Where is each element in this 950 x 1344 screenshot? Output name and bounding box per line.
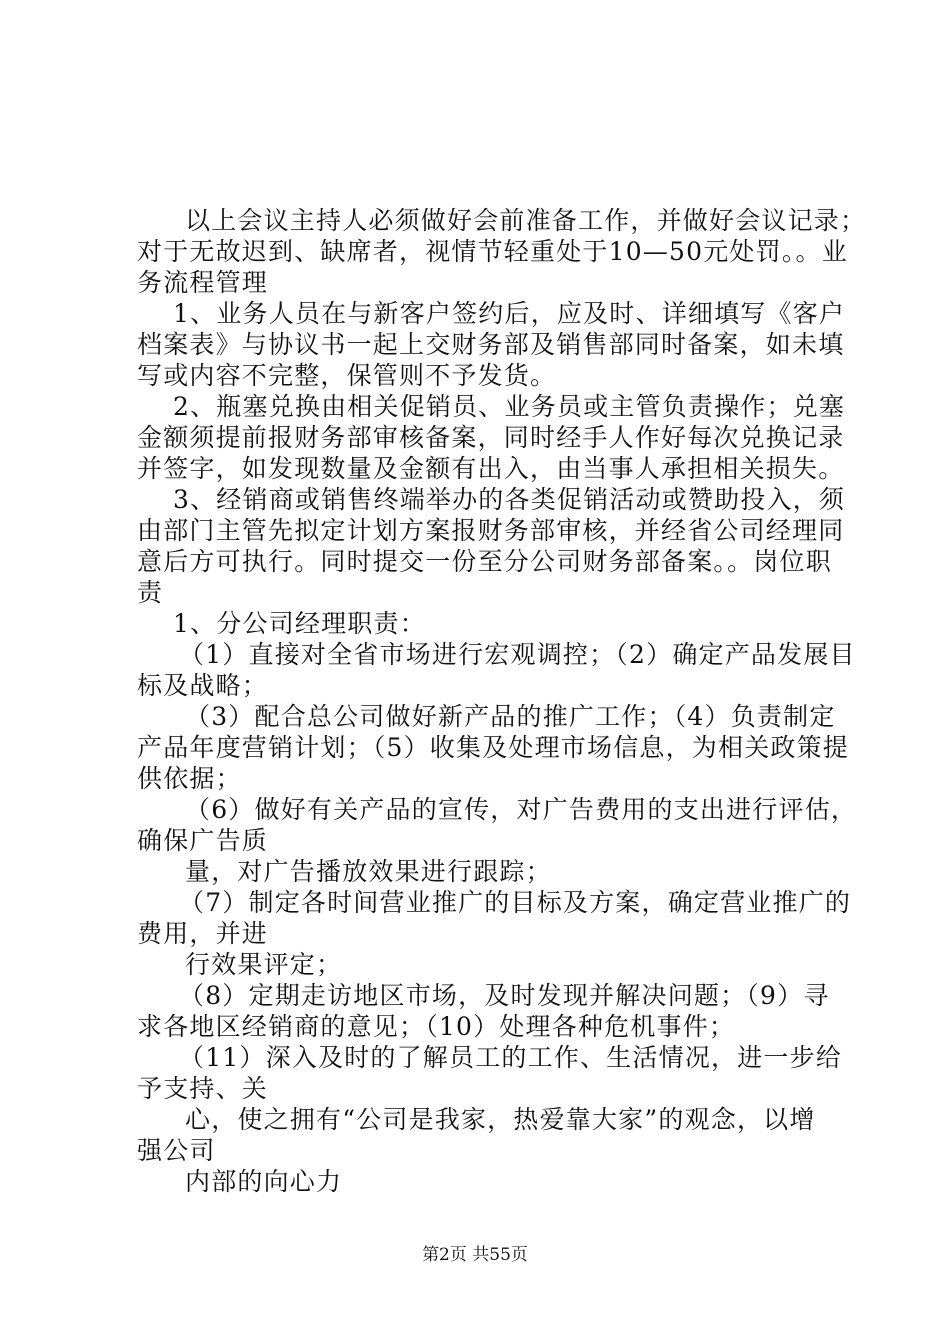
- text-line: 1、分公司经理职责：: [173, 609, 426, 638]
- text-line: 意后方可执行。同时提交一份至分公司财务部备案。。岗位职: [137, 547, 832, 576]
- text-line: （11）深入及时的了解员工的工作、生活情况，进一步给: [179, 1043, 843, 1072]
- text-line: 确保广告质: [137, 826, 269, 855]
- text-line: 心，使之拥有“公司是我家，热爱靠大家”的观念，以增: [185, 1105, 816, 1134]
- text-line: （7）制定各时间营业推广的目标及方案，确定营业推广的: [179, 888, 852, 917]
- text-line: 2、瓶塞兑换由相关促销员、业务员或主管负责操作；兑塞: [173, 392, 846, 421]
- text-line: （1）直接对全省市场进行宏观调控；（2）确定产品发展目: [179, 640, 856, 669]
- text-line: 写或内容不完整，保管则不予发货。: [137, 361, 557, 390]
- text-line: 予支持、关: [137, 1074, 269, 1103]
- text-line: 标及战略；: [137, 671, 269, 700]
- text-line: （8）定期走访地区市场，及时发现并解决问题；（9）寻: [179, 981, 830, 1010]
- document-body: [137, 205, 867, 1197]
- text-line: 务流程管理: [137, 268, 269, 297]
- text-line: 由部门主管先拟定计划方案报财务部审核，并经省公司经理同: [137, 516, 845, 545]
- text-line: 以上会议主持人必须做好会前准备工作，并做好会议记录；: [185, 206, 867, 235]
- text-line: 档案表》与协议书一起上交财务部及销售部同时备案，如未填: [137, 330, 845, 359]
- text-line: 并签字，如发现数量及金额有出入，由当事人承担相关损失。: [137, 454, 845, 483]
- text-line: 费用，并进: [137, 919, 269, 948]
- text-line: （6）做好有关产品的宣传，对广告费用的支出进行评估，: [185, 795, 858, 824]
- text-line: 强公司: [137, 1136, 216, 1165]
- text-line: 行效果评定；: [185, 950, 343, 979]
- text-line: 量，对广告播放效果进行跟踪；: [185, 857, 552, 886]
- text-line: 产品年度营销计划；（5）收集及处理市场信息，为相关政策提: [137, 733, 850, 762]
- text-line: 求各地区经销商的意见；（10）处理各种危机事件；: [137, 1012, 736, 1041]
- text-line: 内部的向心力: [185, 1167, 343, 1196]
- page-number: 第2页 共55页: [422, 1245, 528, 1265]
- text-line: 对于无故迟到、缺席者，视情节轻重处于10—50元处罚。。业: [137, 237, 848, 266]
- text-line: （3）配合总公司做好新产品的推广工作；（4）负责制定: [185, 702, 836, 731]
- text-line: 供依据；: [137, 764, 242, 793]
- text-line: 金额须提前报财务部审核备案，同时经手人作好每次兑换记录: [137, 423, 845, 452]
- text-line: 3、经销商或销售终端举办的各类促销活动或赞助投入，须: [173, 485, 846, 514]
- text-line: 1、业务人员在与新客户签约后，应及时、详细填写《客户: [173, 299, 846, 328]
- text-line: 责: [137, 578, 164, 607]
